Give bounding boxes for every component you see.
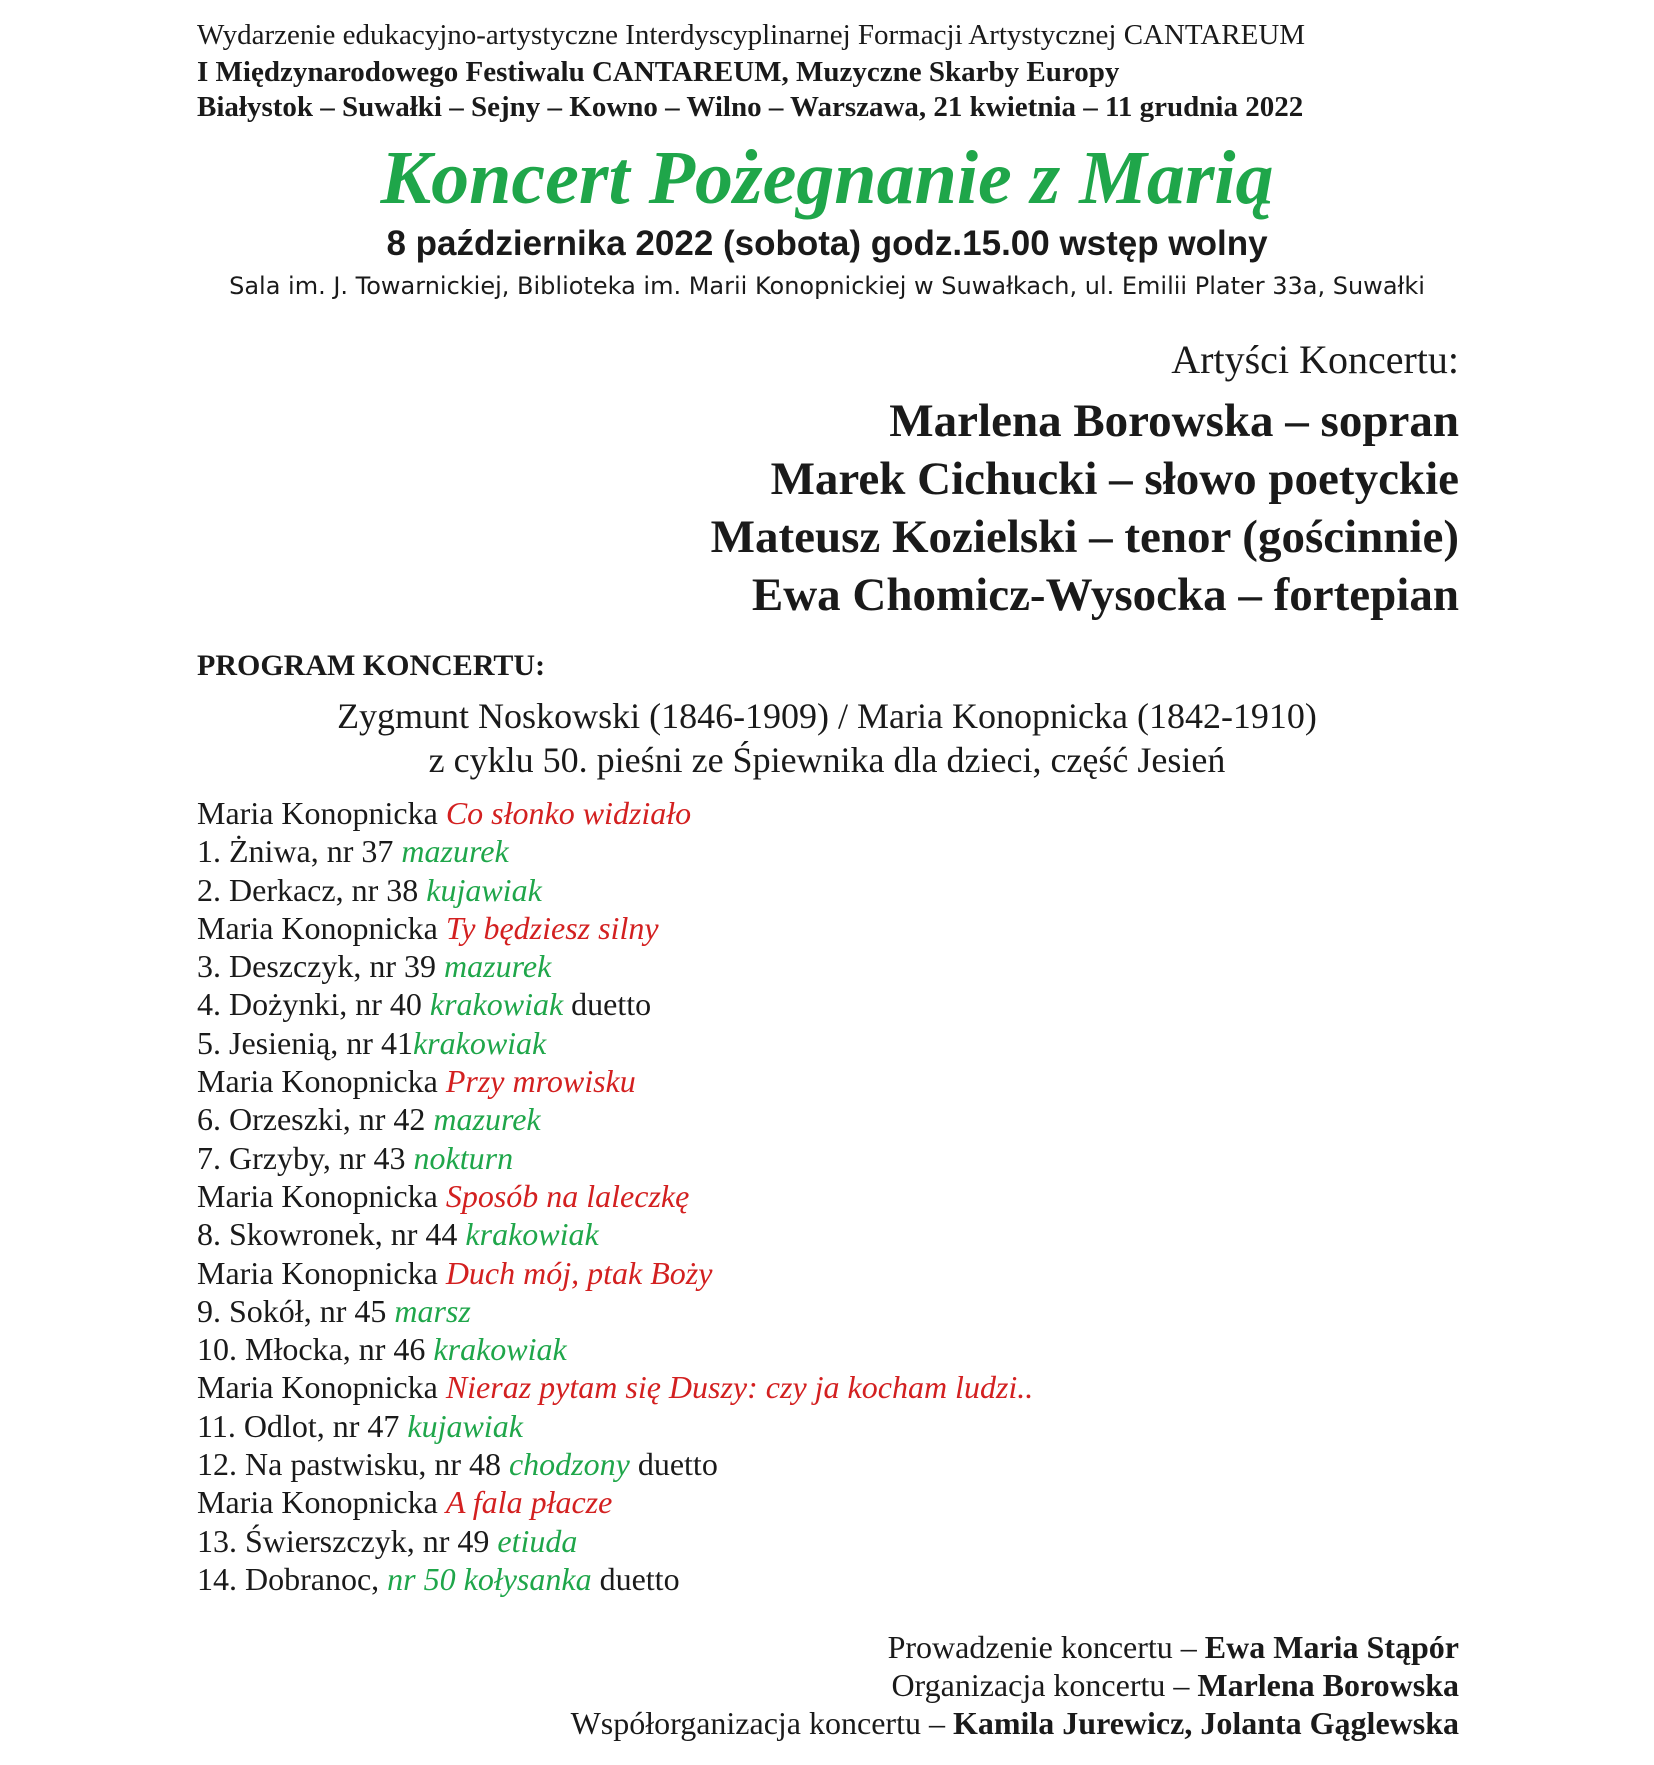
artist-line: Marek Cichucki – słowo poetyckie xyxy=(770,453,1459,505)
credit-label: Organizacja koncertu – xyxy=(891,1667,1198,1703)
program-item xyxy=(197,1368,1033,1406)
program-item xyxy=(197,1100,1033,1138)
dance-form: kujawiak xyxy=(407,1407,523,1444)
artist-line: Mateusz Kozielski – tenor (gościnnie) xyxy=(710,511,1459,563)
item-text: 8. Skowronek, nr 44 xyxy=(197,1216,466,1253)
header-line-3: Białystok – Suwałki – Sejny – Kowno – Wilno – Warszawa, 21 kwietnia – 11 grudnia 2022 xyxy=(197,91,1304,123)
program-item xyxy=(197,871,1033,909)
credit-name: Marlena Borowska xyxy=(1197,1667,1459,1703)
dance-form: krakowiak xyxy=(465,1216,599,1253)
artists-list xyxy=(711,392,1459,624)
program-heading: PROGRAM KONCERTU: xyxy=(197,649,546,682)
item-text: Maria Konopnicka xyxy=(197,1484,446,1521)
poem-title: Nieraz pytam się Duszy: czy ja kocham ludzi.. xyxy=(445,1369,1034,1406)
credit-line xyxy=(571,1704,1459,1742)
item-text: 10. Młocka, nr 46 xyxy=(197,1331,434,1368)
dance-form: krakowiak xyxy=(429,986,564,1023)
item-text: Maria Konopnicka xyxy=(197,909,446,946)
dance-form: krakowiak xyxy=(412,1024,547,1061)
program-item xyxy=(197,947,1033,985)
item-text: 11. Odlot, nr 47 xyxy=(197,1407,408,1444)
item-text: 13. Świerszczyk, nr 49 xyxy=(197,1522,498,1559)
artists-label: Artyści Koncertu: xyxy=(1171,337,1459,382)
concert-title: Koncert Pożegnanie z Marią xyxy=(380,136,1274,220)
credit-name: Kamila Jurewicz, Jolanta Gąglewska xyxy=(952,1705,1459,1741)
concert-date: 8 października 2022 (sobota) godz.15.00 wstęp wolny xyxy=(386,224,1268,263)
composer-line-1: Zygmunt Noskowski (1846-1909) / Maria Konopnicka (1842-1910) xyxy=(337,696,1317,736)
item-text: 9. Sokół, nr 45 xyxy=(197,1292,395,1329)
program-item xyxy=(197,1024,1033,1062)
concert-venue: Sala im. J. Towarnickiej, Biblioteka im. Marii Konopnickiej w Suwałkach, ul. Emilii Plater 33a, Suwałki xyxy=(229,272,1425,300)
item-text: 5. Jesienią, nr 41 xyxy=(197,1024,413,1061)
item-text: Maria Konopnicka xyxy=(197,1369,446,1406)
poem-title: A fala płacze xyxy=(445,1484,613,1521)
dance-form: nr 50 kołysanka xyxy=(387,1560,592,1597)
program-item xyxy=(197,1330,1033,1368)
item-text: 1. Żniwa, nr 37 xyxy=(197,833,402,870)
program-item xyxy=(197,1407,1033,1445)
poem-title: Sposób na laleczkę xyxy=(445,1177,690,1214)
item-text: 7. Grzyby, nr 43 xyxy=(197,1139,414,1176)
program-item xyxy=(197,1062,1033,1100)
header-line-2: I Międzynarodowego Festiwalu CANTAREUM, Muzyczne Skarby Europy xyxy=(197,56,1120,88)
item-text: 2. Derkacz, nr 38 xyxy=(197,871,427,908)
item-text: Maria Konopnicka xyxy=(197,1177,446,1214)
dance-form: mazurek xyxy=(433,1101,541,1138)
item-text: Maria Konopnicka xyxy=(197,1063,446,1100)
program-item xyxy=(197,1139,1033,1177)
item-text: Maria Konopnicka xyxy=(197,1254,446,1291)
poem-title: Ty będziesz silny xyxy=(445,909,659,946)
program-item xyxy=(197,794,1033,832)
dance-form: krakowiak xyxy=(433,1331,567,1368)
item-suffix: duetto xyxy=(563,986,652,1023)
dance-form: marsz xyxy=(394,1292,471,1329)
credit-name: Ewa Maria Stąpór xyxy=(1204,1629,1459,1665)
dance-form: mazurek xyxy=(444,948,552,985)
poem-title: Co słonko widziało xyxy=(445,795,692,831)
program-item xyxy=(197,1445,1033,1483)
credit-label: Prowadzenie koncertu – xyxy=(887,1629,1205,1665)
credit-line xyxy=(571,1666,1459,1704)
program-list xyxy=(197,794,1033,1598)
dance-form: mazurek xyxy=(401,833,509,870)
header-line-1: Wydarzenie edukacyjno-artystyczne Interdyscyplinarnej Formacji Artystycznej CANTAREUM xyxy=(197,19,1306,51)
item-text: 3. Deszczyk, nr 39 xyxy=(197,948,445,985)
program-item xyxy=(197,909,1033,947)
credit-line xyxy=(571,1628,1459,1666)
artist-line: Ewa Chomicz-Wysocka – fortepian xyxy=(751,569,1459,621)
dance-form: chodzony xyxy=(508,1446,630,1483)
composer-line xyxy=(0,694,1654,782)
dance-form: nokturn xyxy=(413,1139,514,1176)
credit-label: Współorganizacja koncertu – xyxy=(570,1705,953,1741)
program-item xyxy=(197,1483,1033,1521)
program-item xyxy=(197,1522,1033,1560)
program-item xyxy=(197,1254,1033,1292)
program-item xyxy=(197,1292,1033,1330)
item-text: 12. Na pastwisku, nr 48 xyxy=(197,1446,509,1483)
dance-form: etiuda xyxy=(497,1522,578,1559)
credits xyxy=(571,1628,1459,1742)
poem-title: Przy mrowisku xyxy=(445,1063,636,1100)
item-text: 14. Dobranoc, xyxy=(197,1560,388,1597)
item-text: 4. Dożynki, nr 40 xyxy=(197,986,430,1023)
program-item xyxy=(197,985,1033,1023)
program-item xyxy=(197,1177,1033,1215)
item-suffix: duetto xyxy=(591,1560,680,1597)
artist-line: Marlena Borowska – sopran xyxy=(889,395,1459,447)
item-suffix: duetto xyxy=(629,1446,718,1483)
program-item xyxy=(197,1560,1033,1598)
item-text: Maria Konopnicka xyxy=(197,795,446,831)
composer-line-2: z cyklu 50. pieśni ze Śpiewnika dla dzieci, część Jesień xyxy=(428,740,1226,780)
program-item xyxy=(197,832,1033,870)
dance-form: kujawiak xyxy=(426,871,542,908)
program-item xyxy=(197,1215,1033,1253)
item-text: 6. Orzeszki, nr 42 xyxy=(197,1101,434,1138)
poem-title: Duch mój, ptak Boży xyxy=(445,1254,713,1291)
